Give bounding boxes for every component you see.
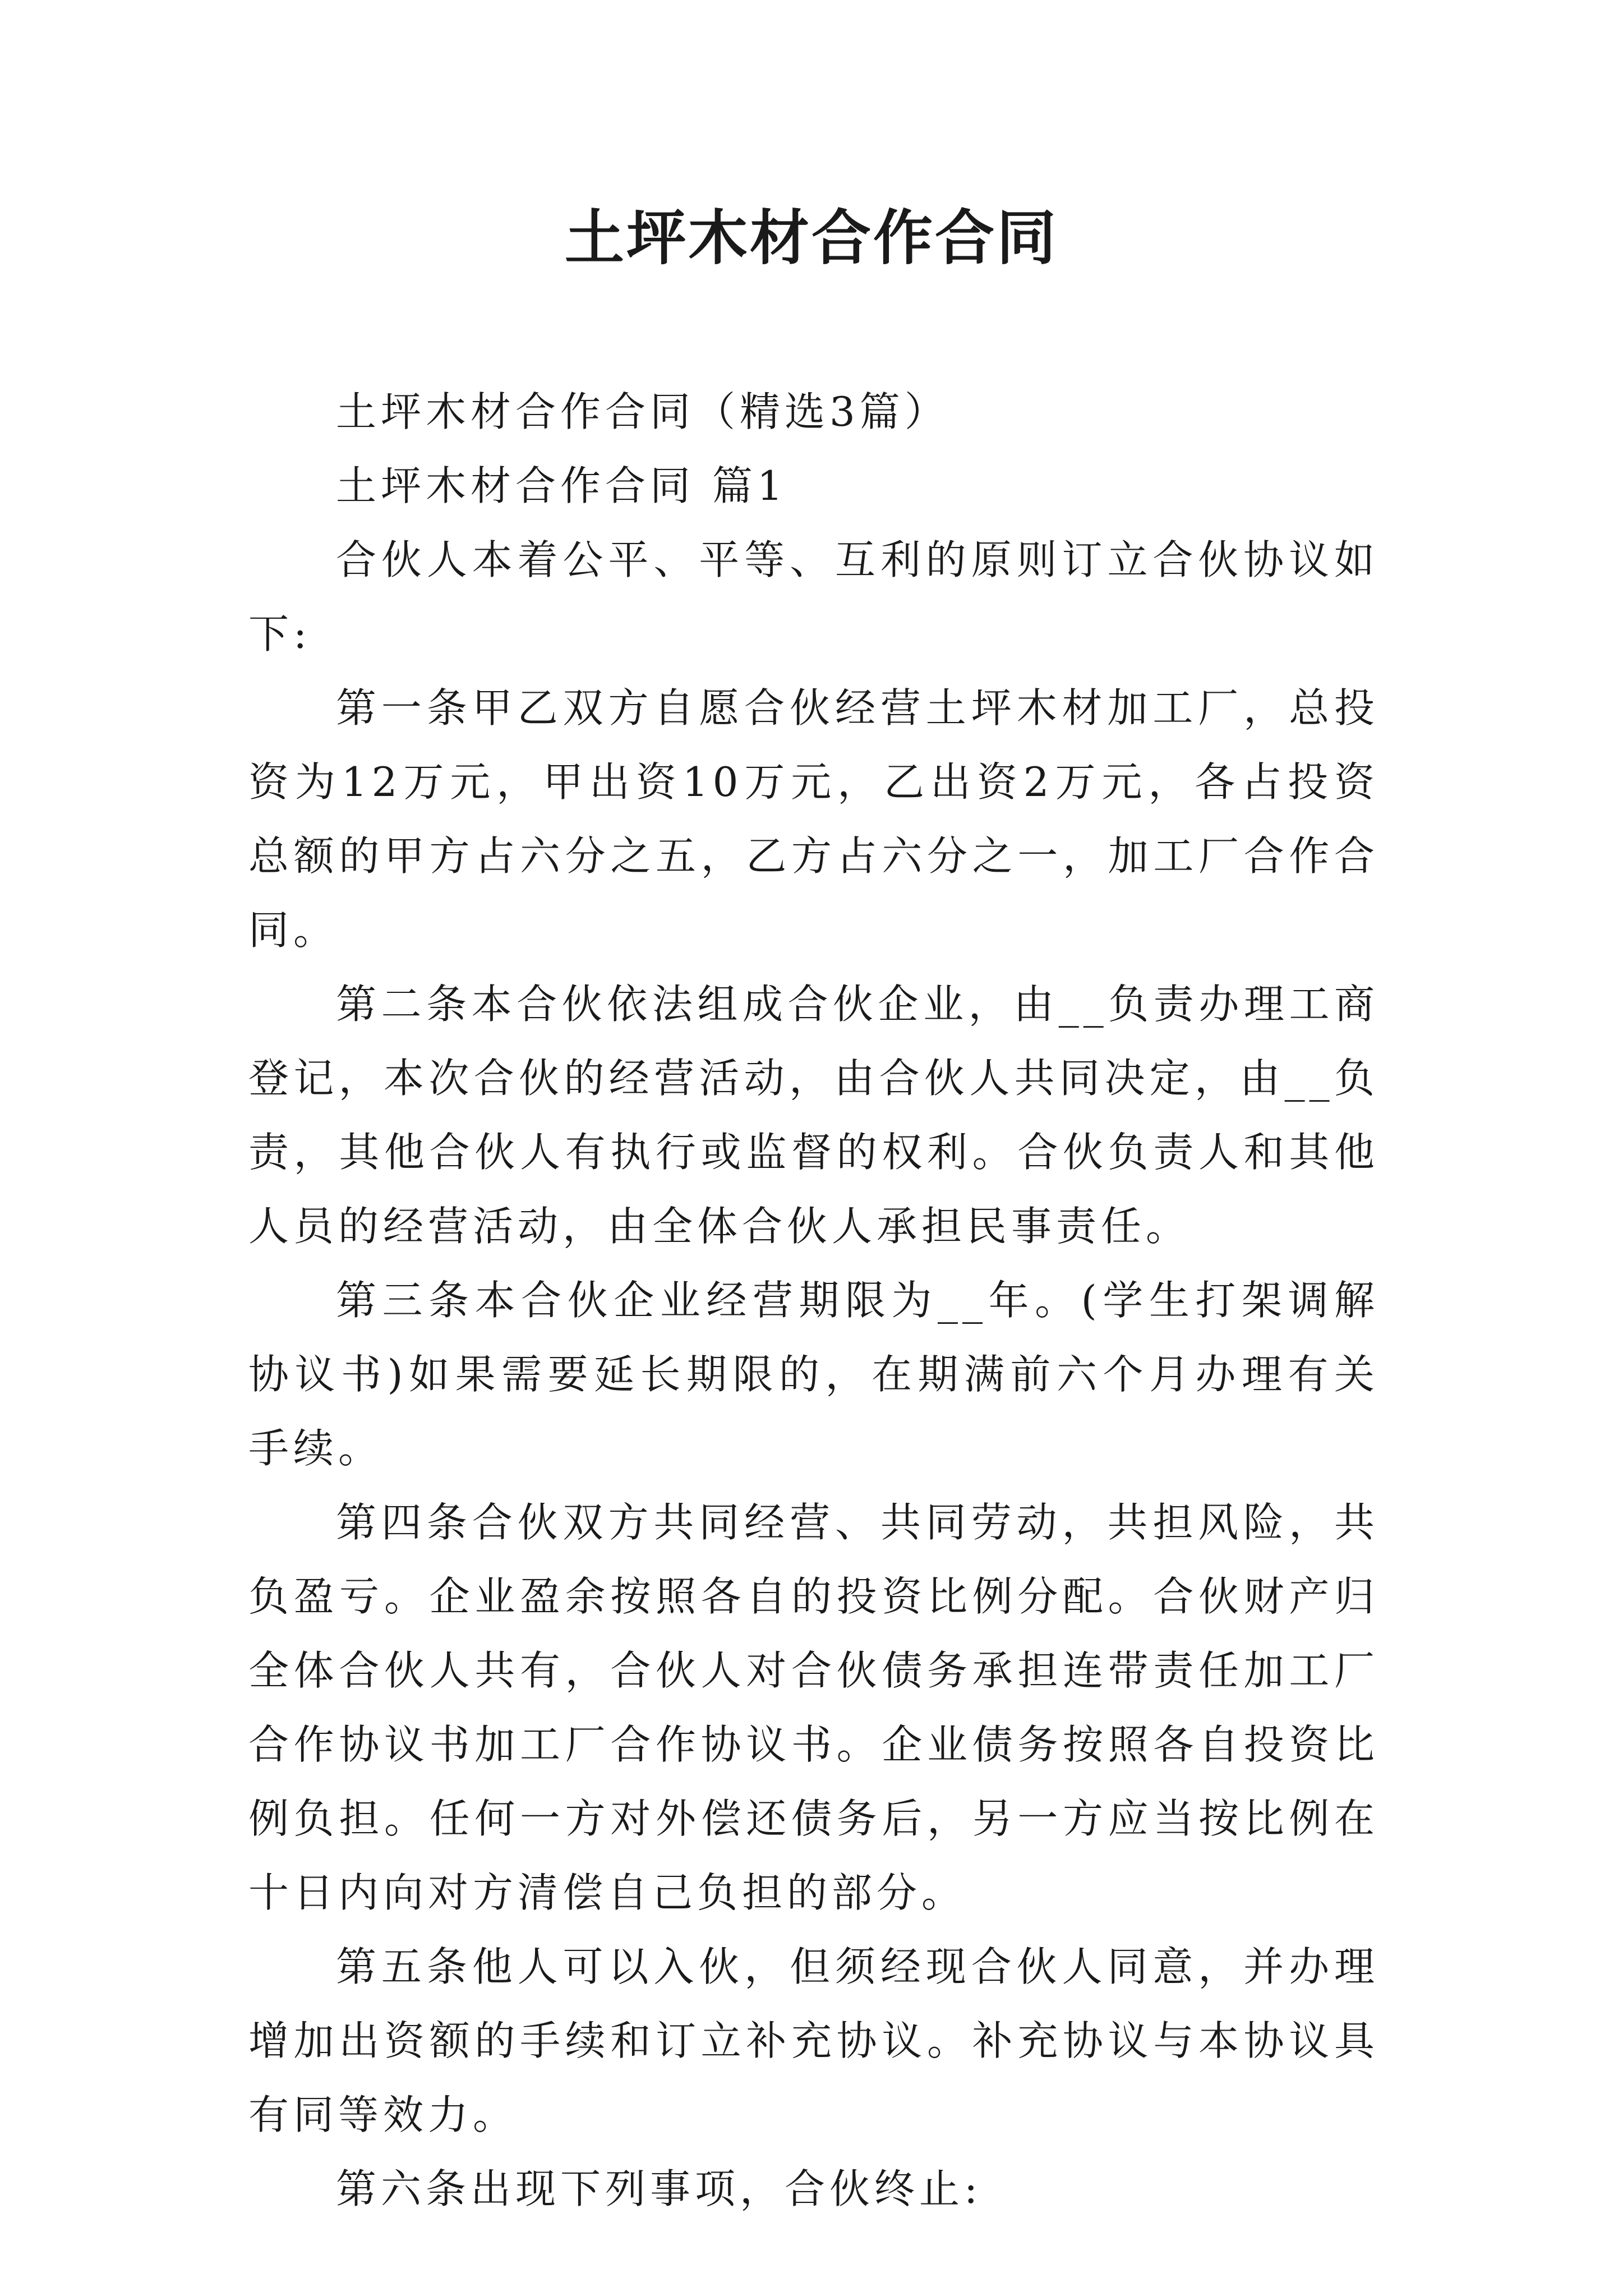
section-heading: 土坪木材合作合同 篇1	[336, 462, 787, 509]
document-body	[248, 375, 1379, 2226]
article-6: 第六条出现下列事项，合伙终止:	[336, 2165, 983, 2212]
intro-paragraph: 合伙人本着公平、平等、互利的原则订立合伙协议如下:	[248, 536, 1379, 657]
article-3: 第三条本合伙企业经营期限为__年。(学生打架调解协议书)如果需要延长期限的，在期满前六个月办理有关手续。	[248, 1277, 1379, 1472]
document-title: 土坪木材合作合同	[565, 204, 1058, 273]
article-5: 第五条他人可以入伙，但须经现合伙人同意，并办理增加出资额的手续和订立补充协议。补充协议与本协议具有同等效力。	[248, 1943, 1379, 2138]
article-1: 第一条甲乙双方自愿合伙经营土坪木材加工厂，总投资为12万元，甲出资10万元，乙出资2万元，各占投资总额的甲方占六分之五，乙方占六分之一，加工厂合作合同。	[248, 684, 1379, 954]
article-2: 第二条本合伙依法组成合伙企业，由__负责办理工商登记，本次合伙的经营活动，由合伙人共同决定，由__负责，其他合伙人有执行或监督的权利。合伙负责人和其他人员的经营活动，由全体合伙人承担民事责任。	[248, 981, 1379, 1250]
subtitle-selection: 土坪木材合作合同（精选3篇）	[336, 388, 949, 435]
article-4: 第四条合伙双方共同经营、共同劳动，共担风险，共负盈亏。企业盈余按照各自的投资比例分配。合伙财产归全体合伙人共有，合伙人对合伙债务承担连带责任加工厂合作协议书加工厂合作协议书。企业债务按照各自投资比例负担。任何一方对外偿还债务后，另一方应当按比例在十日内向对方清偿自己负担的部分。	[248, 1499, 1379, 1916]
